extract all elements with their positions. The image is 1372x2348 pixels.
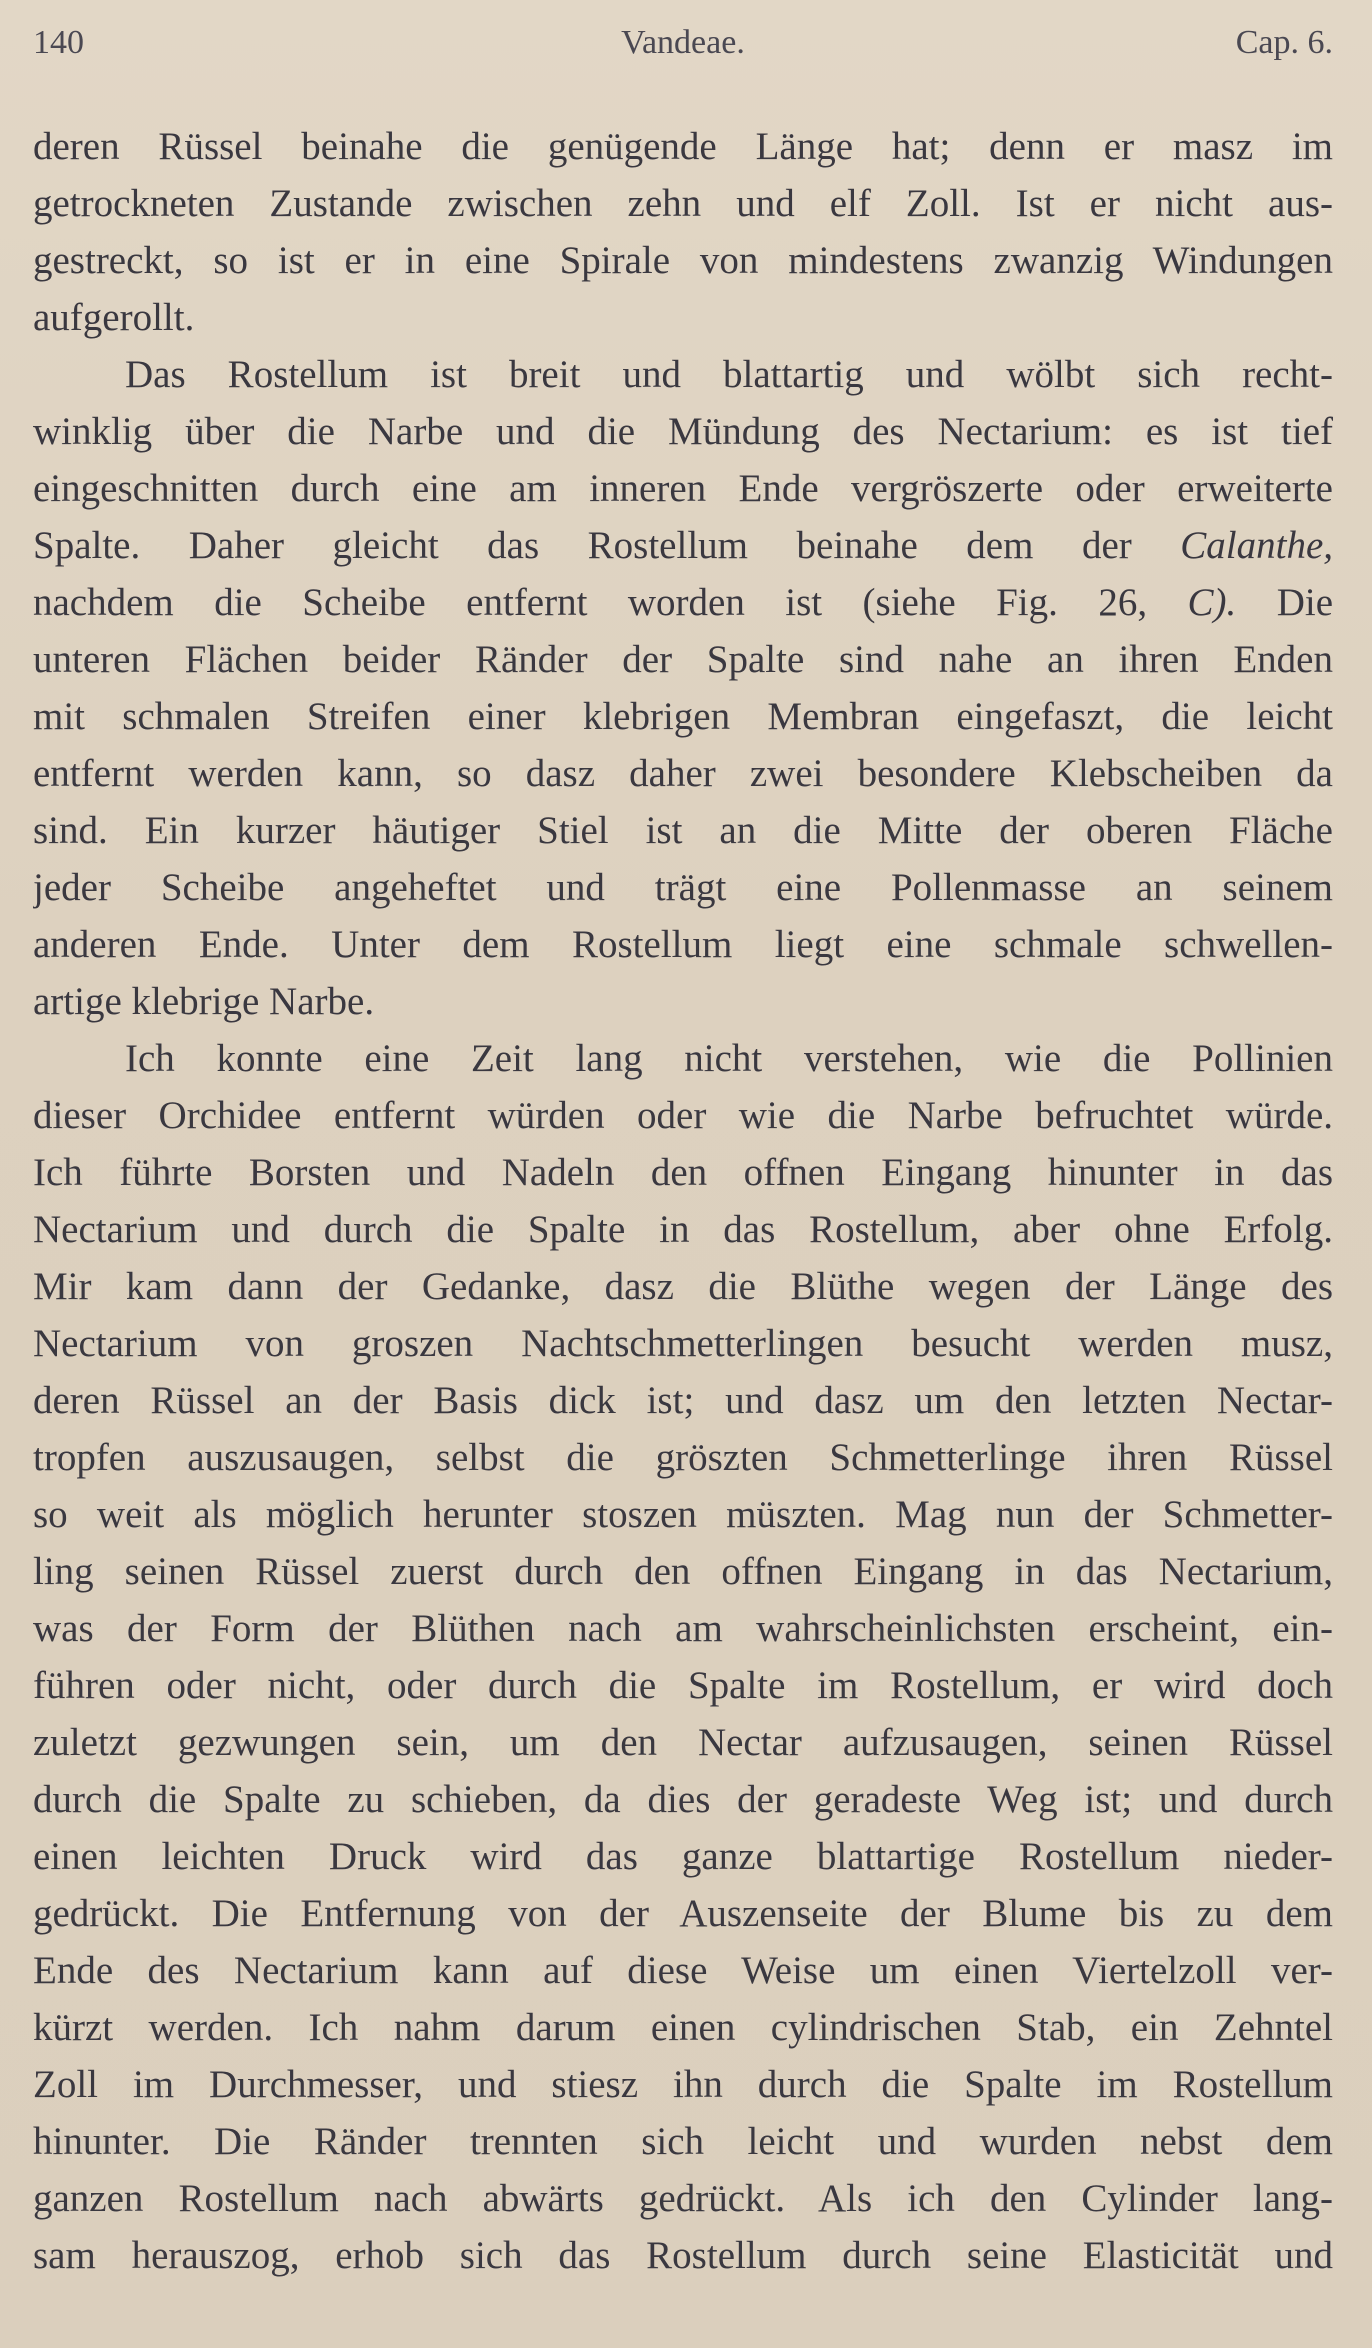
body-text: [33, 118, 1333, 2284]
text-line: entfernt werden kann, so dasz daher zwei besondere Klebscheiben da: [33, 752, 1333, 795]
running-title: Vandeae.: [621, 24, 745, 61]
text-line: tropfen auszusaugen, selbst die gröszten Schmetterlinge ihren Rüssel: [33, 1436, 1333, 1479]
page-number: 140: [33, 24, 84, 61]
text-line: Nectarium und durch die Spalte in das Rostellum, aber ohne Erfolg.: [33, 1208, 1333, 1251]
text-line: winklig über die Narbe und die Mündung des Nectarium: es ist tief: [33, 410, 1333, 453]
text-line: mit schmalen Streifen einer klebrigen Membran eingefaszt, die leicht: [33, 695, 1333, 738]
text-line: jeder Scheibe angeheftet und trägt eine Pollenmasse an seinem: [33, 866, 1333, 909]
text-line: durch die Spalte zu schieben, da dies der geradeste Weg ist; und durch: [33, 1778, 1333, 1821]
text-line: ganzen Rostellum nach abwärts gedrückt. Als ich den Cylinder lang-: [33, 2177, 1333, 2220]
text-line-with-italic: [33, 574, 1333, 631]
paragraph-2: [33, 346, 1333, 1030]
text-line: artige klebrige Narbe.: [33, 980, 375, 1023]
text-line: ling seinen Rüssel zuerst durch den offnen Eingang in das Nectarium,: [33, 1550, 1333, 1593]
text-line: dieser Orchidee entfernt würden oder wie die Narbe befruchtet würde.: [33, 1094, 1333, 1137]
text-line: Ende des Nectarium kann auf diese Weise um einen Viertelzoll ver-: [33, 1949, 1333, 1992]
text-line: getrockneten Zustande zwischen zehn und elf Zoll. Ist er nicht aus-: [33, 182, 1333, 225]
text-line: unteren Flächen beider Ränder der Spalte sind nahe an ihren Enden: [33, 638, 1333, 681]
text-line: führen oder nicht, oder durch die Spalte im Rostellum, er wird doch: [33, 1664, 1333, 1707]
italic-genus: Calanthe,: [1180, 524, 1333, 567]
text-line: aufgerollt.: [33, 296, 195, 339]
chapter-label: Cap. 6.: [1235, 24, 1333, 61]
text-line: sind. Ein kurzer häutiger Stiel ist an die Mitte der oberen Fläche: [33, 809, 1333, 852]
text-line: gestreckt, so ist er in eine Spirale von mindestens zwanzig Windungen: [33, 239, 1333, 282]
text-line: sam herauszog, erhob sich das Rostellum durch seine Elasticität und: [33, 2234, 1333, 2277]
italic-figure-letter: C).: [1187, 581, 1237, 624]
text-fragment: Spalte. Daher gleicht das Rostellum beinahe dem der: [33, 524, 1132, 567]
text-line: hinunter. Die Ränder trennten sich leicht und wurden nebst dem: [33, 2120, 1333, 2163]
paragraph-3: [33, 1030, 1333, 2284]
text-line: Zoll im Durchmesser, und stiesz ihn durch die Spalte im Rostellum: [33, 2063, 1333, 2106]
text-fragment: Die: [1276, 581, 1333, 624]
paragraph-1: [33, 118, 1333, 346]
text-line: einen leichten Druck wird das ganze blattartige Rostellum nieder-: [33, 1835, 1333, 1878]
text-line: gedrückt. Die Entfernung von der Auszenseite der Blume bis zu dem: [33, 1892, 1333, 1935]
text-line-with-italic: [33, 517, 1333, 574]
text-line: Ich konnte eine Zeit lang nicht verstehen, wie die Pollinien: [125, 1037, 1333, 1080]
text-line: anderen Ende. Unter dem Rostellum liegt eine schmale schwellen-: [33, 923, 1333, 966]
text-line: Mir kam dann der Gedanke, dasz die Blüthe wegen der Länge des: [33, 1265, 1333, 1308]
text-line: zuletzt gezwungen sein, um den Nectar aufzusaugen, seinen Rüssel: [33, 1721, 1333, 1764]
text-line: deren Rüssel an der Basis dick ist; und dasz um den letzten Nectar-: [33, 1379, 1333, 1422]
text-line: Das Rostellum ist breit und blattartig und wölbt sich recht-: [125, 353, 1333, 396]
text-line: so weit als möglich herunter stoszen müszten. Mag nun der Schmetter-: [33, 1493, 1333, 1536]
text-fragment: nachdem die Scheibe entfernt worden ist (siehe Fig. 26,: [33, 581, 1148, 624]
text-line: kürzt werden. Ich nahm darum einen cylindrischen Stab, ein Zehntel: [33, 2006, 1333, 2049]
text-line: eingeschnitten durch eine am inneren Ende vergröszerte oder erweiterte: [33, 467, 1333, 510]
text-line: Nectarium von groszen Nachtschmetterlingen besucht werden musz,: [33, 1322, 1333, 1365]
text-line: was der Form der Blüthen nach am wahrscheinlichsten erscheint, ein-: [33, 1607, 1333, 1650]
page-header: [33, 18, 1333, 68]
text-line: deren Rüssel beinahe die genügende Länge hat; denn er masz im: [33, 125, 1333, 168]
text-line: Ich führte Borsten und Nadeln den offnen Eingang hinunter in das: [33, 1151, 1333, 1194]
